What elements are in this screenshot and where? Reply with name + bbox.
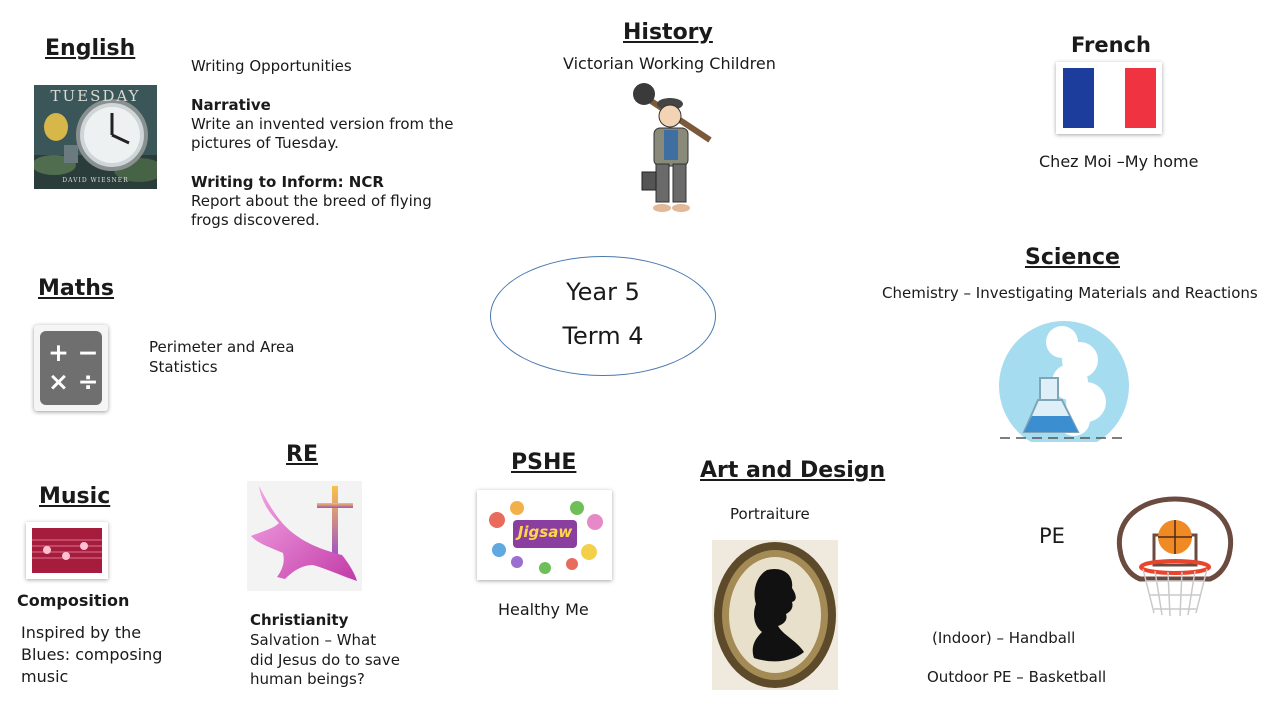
- chemistry-flask-icon: [994, 320, 1132, 442]
- music-heading: Music: [39, 484, 111, 509]
- dove-cross-icon: [247, 481, 362, 591]
- pe-indoor: (Indoor) – Handball: [932, 629, 1076, 647]
- silhouette-portrait-frame: [712, 540, 838, 690]
- music-line-2: Blues: composing: [21, 645, 163, 664]
- re-subheading: Christianity: [250, 611, 349, 629]
- pshe-heading: PSHE: [511, 450, 577, 475]
- jigsaw-pshe-logo: [477, 490, 612, 580]
- maths-topic-1: Perimeter and Area: [149, 338, 295, 356]
- jigsaw-logo-text: Jigsaw: [517, 523, 573, 541]
- english-narrative-line1: Write an invented version from the: [191, 115, 454, 133]
- music-line-3: music: [21, 667, 69, 686]
- english-intro: Writing Opportunities: [191, 57, 352, 75]
- calculator-icon: + − × ÷: [34, 325, 108, 411]
- french-heading: French: [1071, 33, 1151, 57]
- book-title: TUESDAY: [50, 87, 141, 105]
- science-topic: Chemistry – Investigating Materials and Reactions: [882, 284, 1258, 302]
- english-narrative-title: Narrative: [191, 96, 271, 114]
- pshe-topic: Healthy Me: [498, 600, 589, 619]
- chimney-sweep-illustration: [632, 80, 720, 218]
- music-line-1: Inspired by the: [21, 623, 142, 642]
- term-label: Term 4: [562, 322, 644, 350]
- science-heading: Science: [1025, 245, 1120, 270]
- art-topic: Portraiture: [730, 505, 810, 523]
- music-notes-image: [26, 522, 108, 579]
- year-label: Year 5: [566, 278, 640, 306]
- re-line-2: did Jesus do to save: [250, 651, 400, 669]
- tuesday-book-cover: [34, 85, 157, 189]
- maths-topic-2: Statistics: [149, 358, 218, 376]
- basketball-hoop-icon: [1110, 495, 1240, 620]
- english-heading: English: [45, 36, 136, 61]
- music-subheading: Composition: [17, 591, 130, 610]
- art-heading: Art and Design: [700, 458, 886, 483]
- re-heading: RE: [286, 442, 318, 467]
- history-topic: Victorian Working Children: [563, 54, 776, 73]
- english-narrative-line2: pictures of Tuesday.: [191, 134, 339, 152]
- history-heading: History: [623, 20, 713, 45]
- re-line-3: human beings?: [250, 670, 365, 688]
- english-inform-title: Writing to Inform: NCR: [191, 173, 384, 191]
- pe-heading: PE: [1039, 524, 1065, 548]
- pe-outdoor: Outdoor PE – Basketball: [927, 668, 1107, 686]
- year-term-ellipse: [490, 256, 716, 376]
- english-inform-line1: Report about the breed of flying: [191, 192, 432, 210]
- book-author: DAVID WIESNER: [62, 177, 129, 184]
- french-topic: Chez Moi –My home: [1039, 152, 1199, 171]
- maths-heading: Maths: [38, 276, 115, 301]
- re-line-1: Salvation – What: [250, 631, 377, 649]
- french-flag-icon: [1056, 62, 1162, 134]
- english-inform-line2: frogs discovered.: [191, 211, 320, 229]
